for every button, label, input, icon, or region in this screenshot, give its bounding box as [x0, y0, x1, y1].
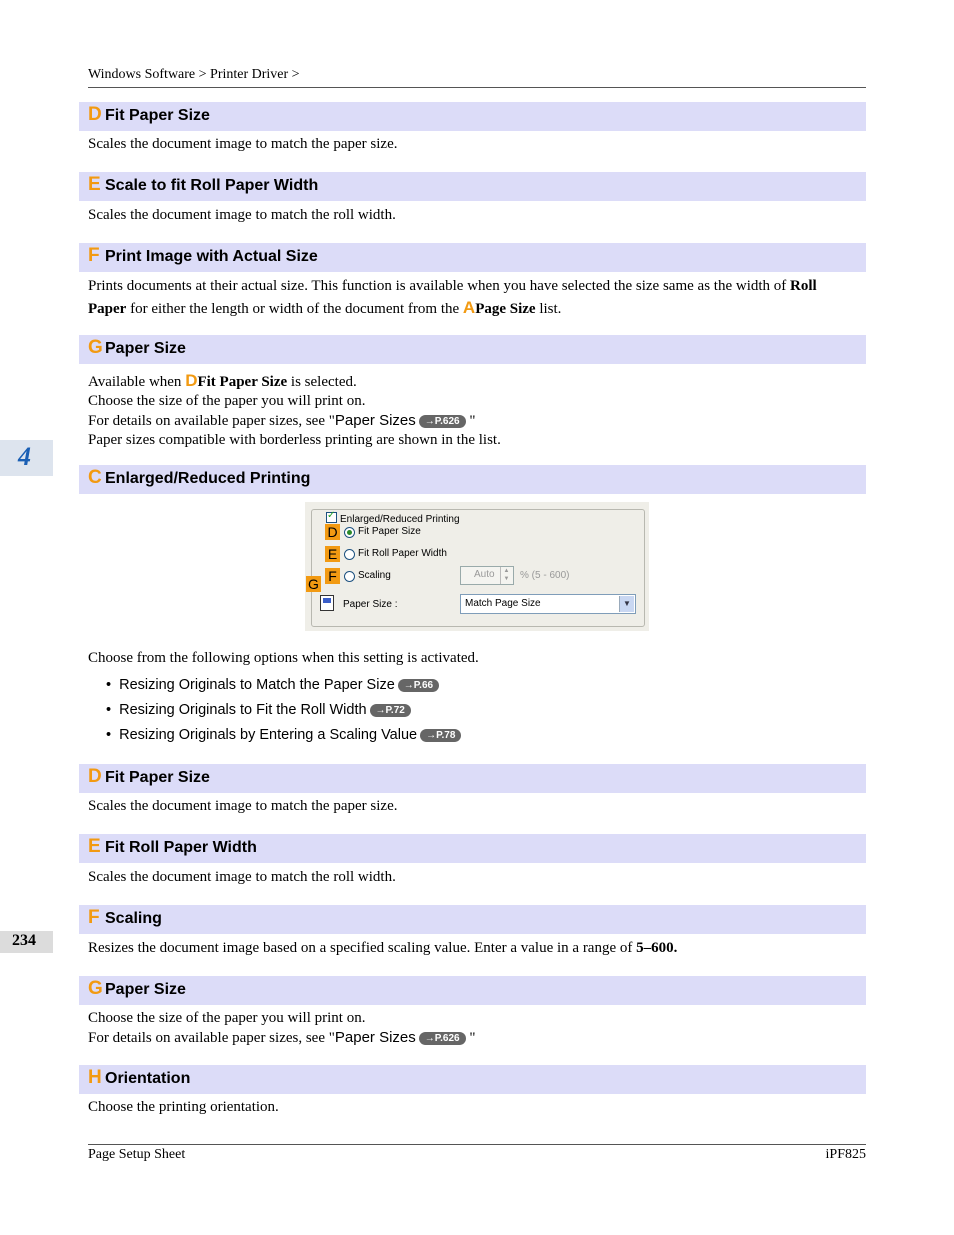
section-header-paper-size: [79, 335, 866, 364]
page-ref-badge[interactable]: →P.66: [398, 679, 439, 692]
section-title: Fit Roll Paper Width: [105, 839, 257, 856]
scaling-spinbox[interactable]: [460, 566, 514, 585]
footer-model: iPF825: [825, 1147, 866, 1162]
checkbox-checked-icon[interactable]: [326, 512, 337, 523]
section-letter: E: [88, 836, 101, 857]
inline-letter: A: [462, 298, 476, 317]
radio-label: Fit Roll Paper Width: [358, 548, 447, 559]
body-text: ": [465, 1030, 476, 1046]
page-ref-badge[interactable]: →P.626: [419, 415, 466, 428]
section-title: Orientation: [105, 1070, 191, 1087]
body-text: Available when: [88, 374, 186, 390]
body-text: For details on available paper sizes, see ": [88, 413, 335, 429]
body-text: Prints documents at their actual size. This function is available when you have selected the size same as the width of: [88, 278, 791, 294]
section-header-enlarged-reduced: [79, 465, 866, 494]
chapter-tab: [0, 440, 53, 476]
section-title: Fit Paper Size: [105, 769, 210, 786]
section-body: [88, 939, 677, 958]
section-letter: D: [88, 766, 102, 787]
body-bold: Page Size: [475, 301, 536, 317]
callout-tag-f: F: [325, 568, 340, 584]
body-bold: 5–600.: [636, 940, 678, 956]
radio-label: Fit Paper Size: [358, 526, 421, 537]
section-letter: H: [88, 1067, 102, 1088]
section-header-paper-size-2: [79, 976, 866, 1005]
scaling-range: % (5 - 600): [520, 570, 570, 581]
section-body: [88, 276, 858, 320]
section-letter: D: [88, 104, 102, 125]
page-number-tab: [0, 931, 53, 953]
paper-size-dropdown[interactable]: [460, 594, 636, 614]
page-ref-badge[interactable]: →P.78: [420, 729, 461, 742]
section-body: Scales the document image to match the roll width.: [88, 207, 396, 223]
body-text: for either the length or width of the document from the: [126, 301, 463, 317]
body-text: Resizes the document image based on a specified scaling value. Enter a value in a range of: [88, 940, 637, 956]
section-letter: G: [88, 337, 103, 358]
callout-tag-g: G: [306, 576, 321, 592]
list-item: • Resizing Originals to Match the Paper Size →P.66: [106, 677, 439, 693]
bullet-link[interactable]: Resizing Originals to Match the Paper Size: [119, 677, 395, 693]
section-body: Choose the printing orientation.: [88, 1099, 279, 1115]
section-letter: G: [88, 978, 103, 999]
section-intro: Choose from the following options when this setting is activated.: [88, 650, 479, 666]
section-title: Fit Paper Size: [105, 107, 210, 124]
dropdown-value: Match Page Size: [465, 598, 541, 609]
radio-label: Scaling: [358, 570, 391, 581]
section-header-fit-roll-width: [79, 834, 866, 863]
body-text: For details on available paper sizes, see ": [88, 1030, 335, 1046]
body-text: Paper sizes compatible with borderless printing are shown in the list.: [88, 432, 501, 448]
list-item: • Resizing Originals by Entering a Scaling Value →P.78: [106, 727, 461, 743]
section-header-orientation: [79, 1065, 866, 1094]
chapter-number: 4: [18, 442, 31, 471]
section-title: Print Image with Actual Size: [105, 248, 318, 265]
body-text: Choose the size of the paper you will print on.: [88, 393, 366, 409]
section-title: Paper Size: [105, 340, 186, 357]
callout-tag-d: D: [325, 524, 340, 540]
radio-fit-paper-size[interactable]: [344, 527, 355, 538]
section-letter: E: [88, 174, 101, 195]
list-item: • Resizing Originals to Fit the Roll Width →P.72: [106, 702, 411, 718]
section-body: [88, 371, 501, 450]
paper-sizes-link[interactable]: Paper Sizes: [334, 412, 416, 429]
paper-size-icon: [320, 595, 334, 611]
header-rule: [88, 87, 866, 88]
page-ref-badge[interactable]: →P.626: [419, 1032, 466, 1045]
body-text: is selected.: [287, 374, 357, 390]
section-title: Paper Size: [105, 981, 186, 998]
body-bold: Fit Paper Size: [197, 374, 288, 390]
chevron-down-icon[interactable]: ▼: [619, 596, 634, 612]
section-title: Enlarged/Reduced Printing: [105, 470, 311, 487]
section-header-scale-to-fit-roll: [79, 172, 866, 201]
enlarged-reduced-checkbox[interactable]: [324, 512, 462, 525]
paper-size-label: Paper Size :: [343, 599, 398, 610]
page-number: 234: [12, 932, 36, 949]
section-header-print-actual-size: [79, 243, 866, 272]
inline-letter: D: [185, 371, 198, 390]
bullet-link[interactable]: Resizing Originals by Entering a Scaling Value: [119, 727, 418, 743]
section-body: [88, 1009, 475, 1048]
spin-value: Auto: [474, 569, 495, 580]
paper-sizes-link[interactable]: Paper Sizes: [334, 1029, 416, 1046]
checkbox-label: Enlarged/Reduced Printing: [340, 514, 460, 525]
section-header-fit-paper-size-2: [79, 764, 866, 793]
section-letter: C: [88, 467, 102, 488]
callout-tag-e: E: [325, 546, 340, 562]
body-text: ": [465, 413, 476, 429]
section-header-scaling: [79, 905, 866, 934]
body-text: list.: [535, 301, 562, 317]
footer-title: Page Setup Sheet: [88, 1147, 186, 1162]
section-body: Scales the document image to match the roll width.: [88, 869, 396, 885]
radio-fit-roll-paper-width[interactable]: [344, 549, 355, 560]
bullet-link[interactable]: Resizing Originals to Fit the Roll Width: [119, 702, 367, 718]
section-title: Scaling: [105, 910, 162, 927]
body-bold: Roll Paper: [88, 278, 817, 317]
section-title: Scale to fit Roll Paper Width: [105, 177, 319, 194]
footer-rule: [88, 1144, 866, 1145]
section-body: Scales the document image to match the paper size.: [88, 136, 398, 152]
section-body: Scales the document image to match the paper size.: [88, 798, 398, 814]
body-text: Choose the size of the paper you will print on.: [88, 1010, 366, 1026]
breadcrumb[interactable]: Windows Software > Printer Driver >: [88, 67, 300, 82]
spin-arrows-icon[interactable]: ▲ ▼: [500, 567, 512, 584]
section-letter: F: [88, 245, 100, 266]
radio-scaling[interactable]: [344, 571, 355, 582]
dialog-screenshot: [305, 502, 649, 631]
page-ref-badge[interactable]: →P.72: [370, 704, 411, 717]
section-letter: F: [88, 907, 100, 928]
section-header-fit-paper-size: [79, 102, 866, 131]
